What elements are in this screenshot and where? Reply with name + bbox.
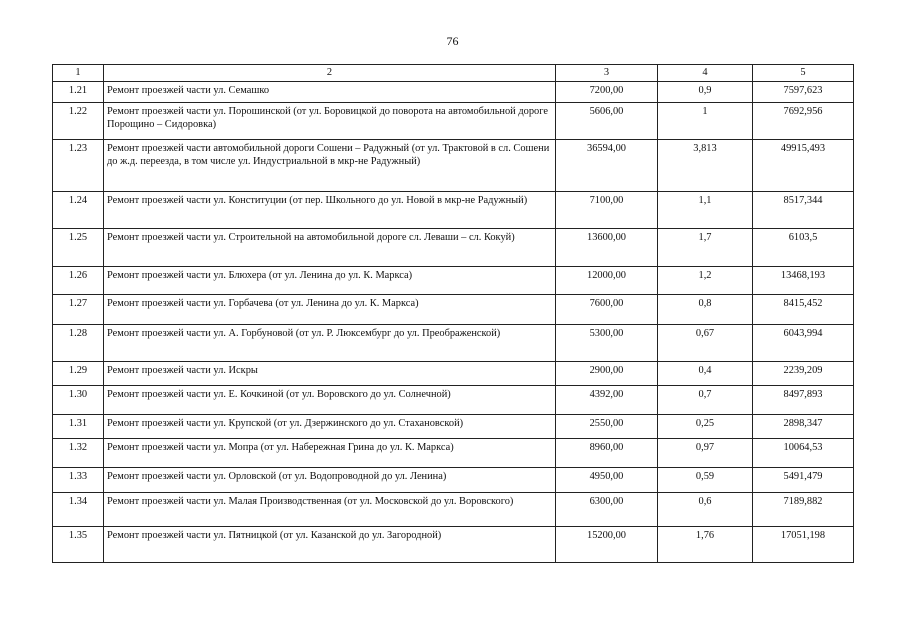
header-col-2: 2 — [104, 65, 556, 82]
header-col-3: 3 — [556, 65, 658, 82]
row-value-3: 7100,00 — [556, 192, 658, 229]
table-row — [53, 267, 854, 295]
row-value-5: 10064,53 — [753, 439, 854, 468]
row-value-3: 2900,00 — [556, 362, 658, 386]
row-value-5: 2898,347 — [753, 415, 854, 439]
table-row — [53, 82, 854, 103]
row-value-5: 17051,198 — [753, 527, 854, 563]
row-description: Ремонт проезжей части автомобильной дороги Сошени – Радужный (от ул. Трактовой в сл. Сошени до ж.д. переезда, в том числе ул. Индустриальной в мкр-не Радужный) — [104, 140, 556, 192]
row-description: Ремонт проезжей части ул. Малая Производственная (от ул. Московской до ул. Воровского) — [104, 493, 556, 527]
row-number: 1.29 — [53, 362, 104, 386]
row-description: Ремонт проезжей части ул. Горбачева (от ул. Ленина до ул. К. Маркса) — [104, 295, 556, 325]
row-value-3: 13600,00 — [556, 229, 658, 267]
row-value-5: 7692,956 — [753, 103, 854, 140]
row-number: 1.30 — [53, 386, 104, 415]
table-row — [53, 229, 854, 267]
header-col-1: 1 — [53, 65, 104, 82]
table-row — [53, 192, 854, 229]
row-number: 1.33 — [53, 468, 104, 493]
row-value-4: 1,1 — [658, 192, 753, 229]
row-value-4: 0,59 — [658, 468, 753, 493]
row-number: 1.34 — [53, 493, 104, 527]
page-number: 76 — [446, 34, 459, 48]
repair-table — [52, 64, 854, 563]
row-value-3: 8960,00 — [556, 439, 658, 468]
row-value-4: 0,97 — [658, 439, 753, 468]
table-row — [53, 362, 854, 386]
row-value-5: 6043,994 — [753, 325, 854, 362]
row-description: Ремонт проезжей части ул. Блюхера (от ул. Ленина до ул. К. Маркса) — [104, 267, 556, 295]
row-description: Ремонт проезжей части ул. Мопра (от ул. Набережная Грина до ул. К. Маркса) — [104, 439, 556, 468]
row-value-3: 12000,00 — [556, 267, 658, 295]
row-value-4: 0,4 — [658, 362, 753, 386]
row-value-3: 4950,00 — [556, 468, 658, 493]
row-value-4: 0,67 — [658, 325, 753, 362]
row-value-3: 6300,00 — [556, 493, 658, 527]
row-value-3: 7600,00 — [556, 295, 658, 325]
table-row — [53, 386, 854, 415]
row-number: 1.32 — [53, 439, 104, 468]
row-value-5: 7597,623 — [753, 82, 854, 103]
row-value-3: 5606,00 — [556, 103, 658, 140]
row-value-3: 15200,00 — [556, 527, 658, 563]
row-value-4: 0,9 — [658, 82, 753, 103]
row-description: Ремонт проезжей части ул. Крупской (от ул. Дзержинского до ул. Стахановской) — [104, 415, 556, 439]
row-value-5: 8415,452 — [753, 295, 854, 325]
row-value-4: 1,7 — [658, 229, 753, 267]
row-value-5: 2239,209 — [753, 362, 854, 386]
row-number: 1.35 — [53, 527, 104, 563]
row-description: Ремонт проезжей части ул. Е. Кочкиной (от ул. Воровского до ул. Солнечной) — [104, 386, 556, 415]
row-description: Ремонт проезжей части ул. Пятницкой (от ул. Казанской до ул. Загородной) — [104, 527, 556, 563]
row-value-3: 2550,00 — [556, 415, 658, 439]
row-number: 1.22 — [53, 103, 104, 140]
table-row — [53, 140, 854, 192]
row-description: Ремонт проезжей части ул. А. Горбуновой (от ул. Р. Люксембург до ул. Преображенской) — [104, 325, 556, 362]
table-row — [53, 415, 854, 439]
table-row — [53, 527, 854, 563]
table-row — [53, 468, 854, 493]
row-value-3: 7200,00 — [556, 82, 658, 103]
row-number: 1.26 — [53, 267, 104, 295]
table-row — [53, 103, 854, 140]
row-value-5: 5491,479 — [753, 468, 854, 493]
row-description: Ремонт проезжей части ул. Порошинской (от ул. Боровицкой до поворота на автомобильной дороге Порощино – Сидоровка) — [104, 103, 556, 140]
row-number: 1.31 — [53, 415, 104, 439]
table-row — [53, 493, 854, 527]
row-number: 1.28 — [53, 325, 104, 362]
row-value-4: 0,7 — [658, 386, 753, 415]
row-value-4: 1,76 — [658, 527, 753, 563]
row-value-4: 1,2 — [658, 267, 753, 295]
row-value-5: 7189,882 — [753, 493, 854, 527]
table-row — [53, 439, 854, 468]
row-value-4: 1 — [658, 103, 753, 140]
table-row — [53, 325, 854, 362]
row-value-5: 49915,493 — [753, 140, 854, 192]
row-value-5: 8497,893 — [753, 386, 854, 415]
row-value-4: 0,6 — [658, 493, 753, 527]
row-number: 1.25 — [53, 229, 104, 267]
row-number: 1.21 — [53, 82, 104, 103]
row-number: 1.24 — [53, 192, 104, 229]
row-description: Ремонт проезжей части ул. Орловской (от ул. Водопроводной до ул. Ленина) — [104, 468, 556, 493]
row-description: Ремонт проезжей части ул. Строительной на автомобильной дороге сл. Леваши – сл. Кокуй) — [104, 229, 556, 267]
row-value-4: 0,8 — [658, 295, 753, 325]
row-value-4: 3,813 — [658, 140, 753, 192]
table-row — [53, 295, 854, 325]
row-value-5: 13468,193 — [753, 267, 854, 295]
row-value-3: 36594,00 — [556, 140, 658, 192]
row-value-3: 5300,00 — [556, 325, 658, 362]
row-number: 1.23 — [53, 140, 104, 192]
row-description: Ремонт проезжей части ул. Искры — [104, 362, 556, 386]
header-col-4: 4 — [658, 65, 753, 82]
row-value-5: 6103,5 — [753, 229, 854, 267]
row-value-5: 8517,344 — [753, 192, 854, 229]
row-value-4: 0,25 — [658, 415, 753, 439]
row-value-3: 4392,00 — [556, 386, 658, 415]
row-description: Ремонт проезжей части ул. Конституции (от пер. Школьного до ул. Новой в мкр-не Радужный) — [104, 192, 556, 229]
row-description: Ремонт проезжей части ул. Семашко — [104, 82, 556, 103]
header-col-5: 5 — [753, 65, 854, 82]
row-number: 1.27 — [53, 295, 104, 325]
table-header-row — [53, 65, 854, 82]
